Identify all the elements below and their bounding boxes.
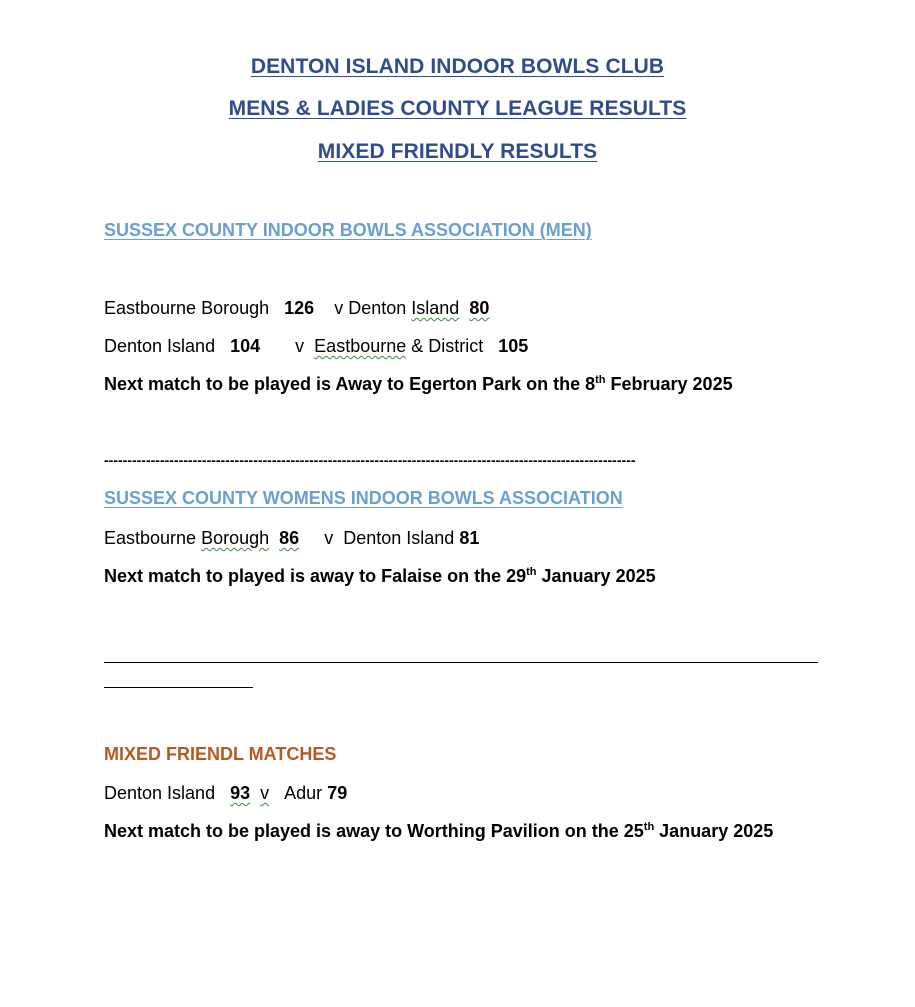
men-result-2	[104, 336, 528, 357]
home-team-suffix: Borough	[201, 528, 270, 548]
women-section-heading	[104, 488, 623, 509]
club-title	[0, 55, 915, 79]
away-score: 81	[459, 528, 480, 548]
away-team: Denton Island	[343, 528, 455, 548]
league-results-title	[0, 97, 915, 121]
ordinal-suffix: th	[526, 566, 537, 578]
men-result-1	[104, 298, 489, 319]
horizontal-rule	[104, 662, 818, 663]
women-heading-text: SUSSEX COUNTY WOMENS INDOOR BOWLS ASSOCIATION	[104, 488, 623, 508]
next-match-date: January 2025	[536, 566, 656, 586]
mixed-next-match	[104, 821, 773, 842]
mixed-result-1	[104, 783, 347, 804]
home-score: 104	[230, 336, 261, 356]
next-match-text: Next match to be played is away to Worthing Pavilion on the 25	[104, 821, 644, 841]
home-team: Denton Island	[104, 336, 216, 356]
away-team-suffix: & District	[411, 336, 484, 356]
home-score: 86	[279, 528, 300, 548]
ordinal-suffix: th	[595, 374, 606, 386]
away-team-prefix: Denton	[348, 298, 407, 318]
home-score: 126	[284, 298, 315, 318]
versus-label: v	[295, 336, 305, 356]
horizontal-rule-short	[104, 687, 253, 688]
away-team: Adur	[284, 783, 323, 803]
ordinal-suffix: th	[643, 821, 655, 833]
next-match-text: Next match to played is away to Falaise on the 29	[104, 566, 527, 586]
next-match-date: February 2025	[605, 374, 733, 394]
away-score: 79	[327, 783, 348, 803]
mixed-section-heading	[104, 744, 336, 765]
home-score: 93	[230, 783, 251, 803]
men-next-match	[104, 374, 733, 395]
mixed-friendly-title-text: MIXED FRIENDLY RESULTS	[317, 140, 598, 163]
home-team: Denton Island	[104, 783, 216, 803]
next-match-text: Next match to be played is Away to Egerton Park on the 8	[104, 374, 596, 394]
mixed-heading-text: MIXED FRIENDL MATCHES	[104, 744, 337, 764]
versus-label: v	[260, 783, 270, 803]
home-team: Eastbourne Borough	[104, 298, 270, 318]
home-team-prefix: Eastbourne	[104, 528, 197, 548]
men-heading-text: SUSSEX COUNTY INDOOR BOWLS ASSOCIATION (MEN)	[104, 220, 592, 240]
away-team-prefix: Eastbourne	[314, 336, 407, 356]
club-title-text: DENTON ISLAND INDOOR BOWLS CLUB	[250, 55, 665, 78]
next-match-date: January 2025	[654, 821, 774, 841]
versus-label: v	[324, 528, 334, 548]
away-score: 105	[498, 336, 529, 356]
away-score: 80	[469, 298, 490, 318]
women-result-1	[104, 528, 479, 549]
men-section-heading	[104, 220, 592, 241]
mixed-friendly-title	[0, 140, 915, 164]
women-next-match	[104, 566, 656, 587]
versus-label: v	[334, 298, 344, 318]
away-team-suffix: Island	[411, 298, 460, 318]
league-results-title-text: MENS & LADIES COUNTY LEAGUE RESULTS	[228, 97, 687, 120]
dashed-separator: ------------------------------------------------------------------------------------------------------------------	[104, 452, 636, 466]
